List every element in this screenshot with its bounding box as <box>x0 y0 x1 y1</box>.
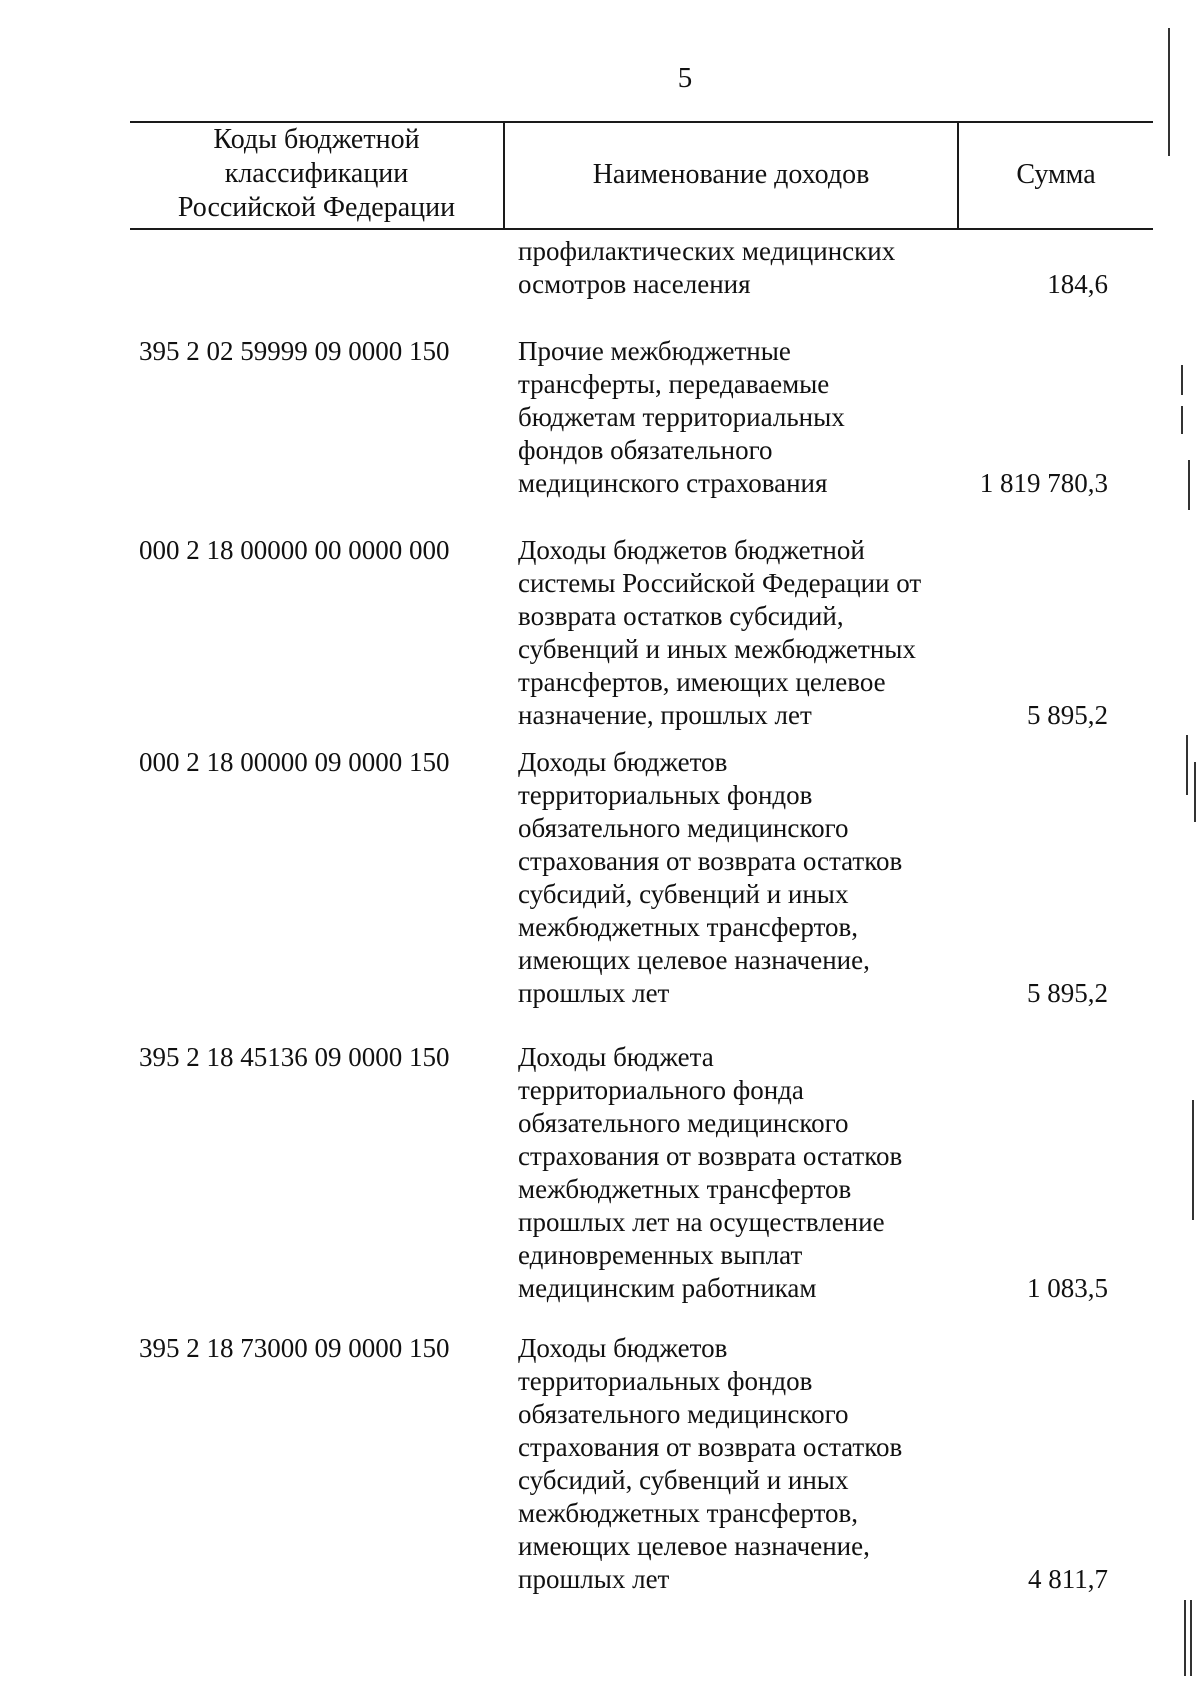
header-codes-line: Коды бюджетной <box>213 124 420 155</box>
budget-code: 395 2 02 59999 09 0000 150 <box>139 336 450 366</box>
income-name-line: Доходы бюджетов бюджетной <box>518 535 865 565</box>
income-name-line: субвенций и иных межбюджетных <box>518 634 916 664</box>
amount: 5 895,2 <box>1027 978 1108 1008</box>
amount: 4 811,7 <box>1028 1564 1108 1594</box>
scan-edge-mark <box>1168 28 1170 156</box>
budget-code: 395 2 18 73000 09 0000 150 <box>139 1333 450 1363</box>
income-name <box>518 1332 948 1596</box>
scan-edge-mark <box>1190 1600 1192 1676</box>
scan-edge-mark <box>1181 406 1183 434</box>
income-name-line: страхования от возврата остатков <box>518 1432 903 1462</box>
income-name-line: профилактических медицинских <box>518 236 896 266</box>
income-name <box>518 534 948 732</box>
income-name-line: осмотров населения <box>518 269 751 299</box>
income-name-line: субсидий, субвенций и иных <box>518 1465 849 1495</box>
income-name-line: прошлых лет <box>518 1564 670 1594</box>
income-name-line: обязательного медицинского <box>518 1399 849 1429</box>
income-name <box>518 1041 948 1305</box>
income-name-line: субсидий, субвенций и иных <box>518 879 849 909</box>
budget-code: 395 2 18 45136 09 0000 150 <box>139 1042 450 1072</box>
scan-edge-mark <box>1194 762 1196 822</box>
income-name-line: Доходы бюджета <box>518 1042 714 1072</box>
scan-edge-mark <box>1186 735 1188 795</box>
income-name-line: трансфертов, имеющих целевое <box>518 667 886 697</box>
income-name-line: Доходы бюджетов <box>518 747 728 777</box>
income-name-line: имеющих целевое назначение, <box>518 945 870 975</box>
income-name-line: обязательного медицинского <box>518 1108 849 1138</box>
income-name-line: возврата остатков субсидий, <box>518 601 844 631</box>
income-name-line: страхования от возврата остатков <box>518 846 903 876</box>
income-name-line: межбюджетных трансфертов, <box>518 1498 859 1528</box>
income-name-line: системы Российской Федерации от <box>518 568 922 598</box>
income-name-line: имеющих целевое назначение, <box>518 1531 870 1561</box>
amount: 1 083,5 <box>1027 1273 1108 1303</box>
header-codes <box>130 123 503 225</box>
scan-edge-mark <box>1192 1100 1194 1220</box>
income-name-line: территориальных фондов <box>518 1366 813 1396</box>
header-sum: Сумма <box>1016 159 1096 190</box>
amount: 184,6 <box>1047 269 1108 299</box>
income-name-line: прошлых лет на осуществление <box>518 1207 885 1237</box>
income-name <box>518 335 948 500</box>
scan-edge-mark <box>1188 460 1190 510</box>
income-name-line: медицинского страхования <box>518 468 828 498</box>
income-name-line: единовременных выплат <box>518 1240 803 1270</box>
income-name-line: страхования от возврата остатков <box>518 1141 903 1171</box>
scan-edge-mark <box>1184 1600 1186 1676</box>
income-name-line: назначение, прошлых лет <box>518 700 812 730</box>
income-name-line: Прочие межбюджетные <box>518 336 791 366</box>
income-name-line: обязательного медицинского <box>518 813 849 843</box>
header-name: Наименование доходов <box>592 159 870 190</box>
income-name <box>518 235 948 301</box>
income-name-line: Доходы бюджетов <box>518 1333 728 1363</box>
scan-edge-mark <box>1181 365 1183 395</box>
header-codes-line: классификации <box>224 158 409 189</box>
income-name-line: прошлых лет <box>518 978 670 1008</box>
income-name-line: территориального фонда <box>518 1075 804 1105</box>
income-name-line: трансферты, передаваемые <box>518 369 830 399</box>
income-name-line: фондов обязательного <box>518 435 773 465</box>
header-codes-line: Российской Федерации <box>177 192 456 223</box>
income-name-line: территориальных фондов <box>518 780 813 810</box>
income-name-line: бюджетам территориальных <box>518 402 845 432</box>
budget-code: 000 2 18 00000 09 0000 150 <box>139 747 450 777</box>
amount: 5 895,2 <box>1027 700 1108 730</box>
budget-code: 000 2 18 00000 00 0000 000 <box>139 535 450 565</box>
amount: 1 819 780,3 <box>979 468 1108 498</box>
table-header-bottom-rule <box>130 228 1153 230</box>
income-name-line: медицинским работникам <box>518 1273 817 1303</box>
page-number: 5 <box>677 62 693 94</box>
income-name-line: межбюджетных трансфертов <box>518 1174 852 1204</box>
income-name-line: межбюджетных трансфертов, <box>518 912 859 942</box>
income-name <box>518 746 948 1010</box>
